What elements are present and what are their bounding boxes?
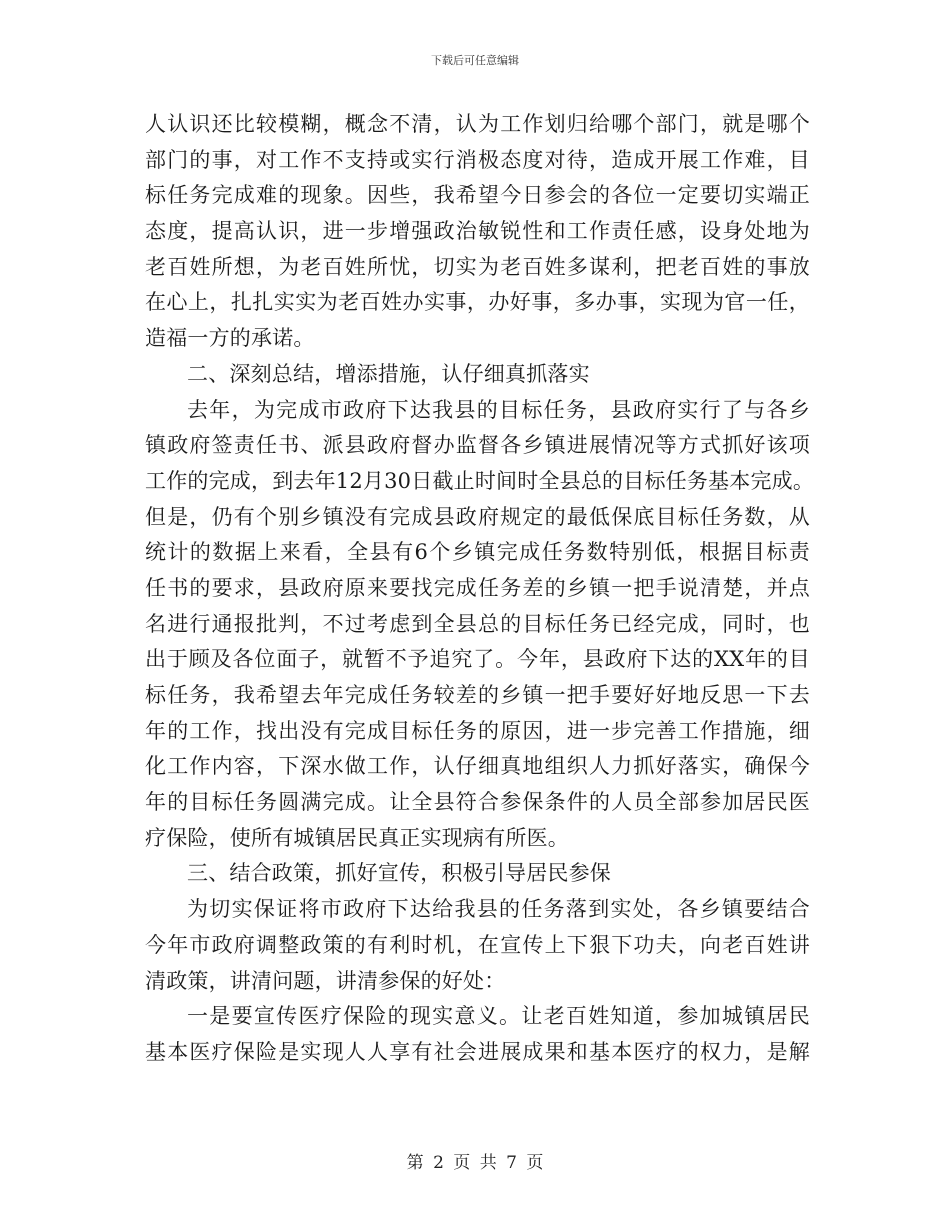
text-line: 去年，为完成市政府下达我县的目标任务，县政府实行了与各乡 — [187, 397, 810, 422]
page-header: 下载后可任意编辑 — [431, 54, 519, 67]
text-line: 人认识还比较模糊，概念不清，认为工作划归给哪个部门，就是哪个 — [145, 112, 810, 136]
text-line: 疗保险，使所有城镇居民真正实现病有所医。 — [145, 825, 569, 850]
text-line: 造福一方的承诺。 — [145, 326, 315, 351]
page-number-footer: 第 2 页 共 7 页 — [406, 1153, 544, 1173]
text-line: 清政策，讲清问题，讲清参保的好处： — [145, 968, 506, 993]
text-line: 统计的数据上来看，全县有6个乡镇完成任务数特别低，根据目标责 — [145, 540, 810, 565]
text-line: 化工作内容，下深水做工作，认仔细真地组织人力抓好落实，确保今 — [145, 754, 810, 779]
text-line: 工作的完成，到去年12月30日截止时间时全县总的目标任务基本完成。 — [145, 468, 815, 493]
text-line: 标任务，我希望去年完成任务较差的乡镇一把手要好好地反思一下去 — [145, 683, 810, 707]
text-line: 在心上，扎扎实实为老百姓办实事，办好事，多办事，实现为官一任， — [145, 290, 810, 315]
text-line: 名进行通报批判，不过考虑到全县总的目标任务已经完成，同时，也 — [145, 611, 810, 636]
text-line: 但是，仍有个别乡镇没有完成县政府规定的最低保底目标任务数，从 — [145, 504, 810, 529]
text-line: 基本医疗保险是实现人人享有社会进展成果和基本医疗的权力，是解 — [145, 1039, 810, 1064]
text-line: 部门的事，对工作不支持或实行消极态度对待，造成开展工作难，目 — [145, 147, 810, 172]
text-line: 一是要宣传医疗保险的现实意义。让老百姓知道，参加城镇居民 — [187, 1004, 810, 1029]
text-line: 态度，提高认识，进一步增强政治敏锐性和工作责任感，设身处地为 — [145, 219, 810, 244]
document-body — [145, 107, 815, 1071]
text-line: 标任务完成难的现象。因些，我希望今日参会的各位一定要切实端正 — [145, 183, 810, 208]
text-line: 镇政府签责任书、派县政府督办监督各乡镇进展情况等方式抓好该项 — [145, 433, 810, 458]
text-line: 老百姓所想，为老百姓所忧，切实为老百姓多谋利，把老百姓的事放 — [145, 254, 810, 279]
section-heading: 三、结合政策，抓好宣传，积极引导居民参保 — [187, 861, 611, 886]
text-line: 年的目标任务圆满完成。让全县符合参保条件的人员全部参加居民医 — [145, 790, 810, 815]
text-line: 为切实保证将市政府下达给我县的任务落到实处，各乡镇要结合 — [187, 897, 810, 922]
text-line: 出于顾及各位面子，就暂不予追究了。今年，县政府下达的XX年的目 — [145, 647, 810, 672]
text-line: 任书的要求，县政府原来要找完成任务差的乡镇一把手说清楚，并点 — [145, 575, 810, 600]
text-line: 今年市政府调整政策的有利时机，在宣传上下狠下功夫，向老百姓讲 — [145, 932, 810, 957]
section-heading: 二、深刻总结，增添措施，认仔细真抓落实 — [187, 361, 590, 386]
text-line: 年的工作，找出没有完成目标任务的原因，进一步完善工作措施，细 — [145, 718, 810, 743]
